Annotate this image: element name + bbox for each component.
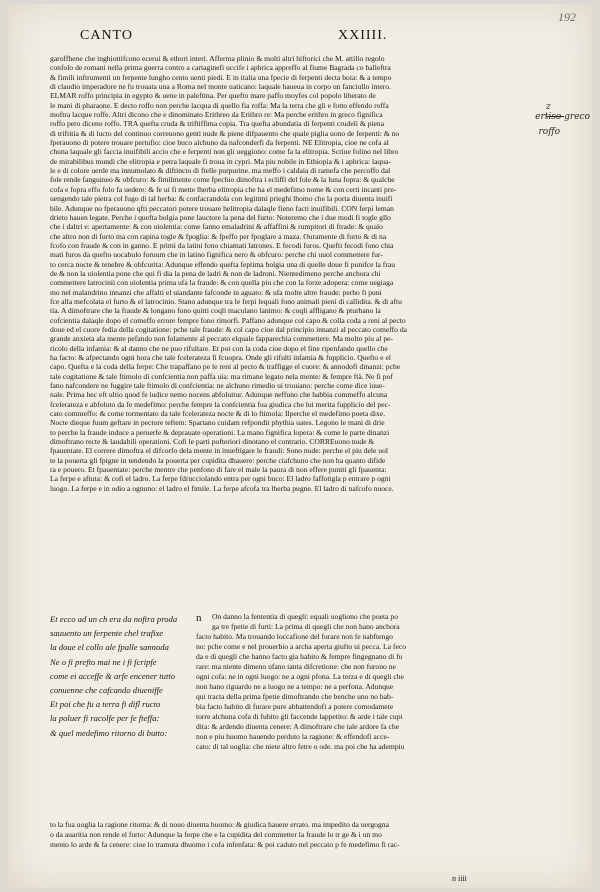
commentary-line: moftra lacque roffe. Altri dicono che e dinominato Erithreo da Erithro re: Ma perche erithro in greco fignifica	[50, 110, 383, 120]
gloss-initial: n	[196, 612, 202, 624]
commentary-line: tia. A dimoftrare che la fraude & longano fono quitti coqli maculano lanimo: & coqli affligano & pturbano la	[50, 306, 381, 316]
gloss-line: non hano riguardo ne a luogo ne a tempo: ne a perfona. Adunque	[196, 682, 394, 691]
commentary-line: fperauono di potere trouare pertufio: cioe buco alchuno da nafconderfi da ferpenti. NE Elitropia, cioe ne cofa al	[50, 138, 389, 148]
commentary-line: capo. Quefta e la coda della ferpe: Che trapaffano pe le reni al pecto & traffigge el cuore: & annodofi dinanzi: pche	[50, 362, 401, 372]
folio-number: 192	[558, 10, 576, 24]
gloss-line: cato: di tal uoglia: che niete altro fetre o ode. ma poi che ha adempiu	[196, 742, 405, 751]
commentary-line: che i daltri e: apertamente: & con uiolentia: come fanno emaladrini & affaffini & rumpitori di ftrade: & qualo	[50, 222, 383, 232]
gloss-line: da e di quegli che hanno facto gia habito & fempre fingegnano di fu	[196, 652, 403, 661]
running-head-left: CANTO	[80, 28, 133, 43]
commentary-line: che altro non di furto ma con rapina togle & fpoglia: & fpeffo per fpoglare a maza. Ouramente di furto & di na	[50, 231, 387, 241]
gloss-line: torre alchuna cofa di fubito gli faccende lappetito: & arde i tale cupi	[196, 712, 403, 721]
commentary-line: cofa e fopra effo folo fa uedere: & fe ui fi mette lherba elitropia che ha el medefimo nome & con certi incanti pre-	[50, 184, 397, 194]
commentary-line: ricolo della infamia: & al danno che ne puo rifultare. Et poi con la coda cioe dopo el fine ripenfando quello che	[50, 343, 388, 353]
commentary-line: di triftitia & di lucto del continuo correuono genti nude & piene difpauento che quale piglia uono de ferpenti: & no	[50, 128, 400, 138]
gloss-line: facto habito. Ma trouando loccafione del furare non fe nabftengo	[196, 632, 393, 641]
commentary-line: luogo. La ferpe e in odio a ognuno: el ladro el fimile. La ferpe afcofa tra lherba pugne. El ladro di nafcofo nuoce.	[50, 483, 394, 493]
commentary-line: le e di colore uerde ma innumolato & diftincto di ftelle purpurine. ma meffo i caldaia di ramefa che percoffo dal	[50, 166, 391, 176]
commentary-line: mati furos da quefto uocabulo foruum che in latino fignifica nero & obfcuro: perche chi uuol commettere fur-	[50, 250, 383, 260]
gloss-line: dita: & ardendo diuenta cenere: A dimoftrare che tale ardore fa che	[196, 722, 400, 731]
commentary-line: nale. Prima hec eft ultio quod fe iudice nemo nocens abfoluitur. Adunque neffuno che habbia commeffo alcuna	[50, 390, 388, 400]
bottom-line: mento lo arde & fa cenere: cioe lo tramuta dhuomo i cofa infenfata: & poi caduto nel peccato p fe medefimo fi rac-	[50, 840, 400, 849]
verse-line: conuenne che cafcando diueniffe	[50, 685, 163, 696]
signature-mark: n iiii	[452, 874, 467, 883]
gloss-line: bia facto habito di furare pure abbattendofi a potere comodamete	[196, 702, 394, 711]
commentary-line: La ferpe e aftuta: & cofi el ladro. La ferpe fdrucciolando entra per ogni buco: El ladro faffotigla p entrare p ogni	[50, 474, 391, 484]
commentary-line: bile. Adunque no fperauono qfti peccatori potere trouare helitropia dalaqle fieno facti inuifibili. CON ferpi leman	[50, 203, 394, 213]
running-head-right: XXIIII.	[338, 28, 388, 43]
verse-line: Ne o fi prefto mai ne i fi fcripfe	[50, 656, 157, 667]
commentary-line: doue ed el cuore fedia della cogitatione: pche tale fraude: & col capo cioe dal principio innanzi al peccato comeffo da	[50, 324, 408, 334]
commentary-line: fole rende fanguineo & obfcuro: & fimilmente come fpechio dimoftra i ecliffi del fole & la luna fopra: & qualche	[50, 175, 395, 185]
verse-line: la doue el collo ale fpalle sannoda	[50, 642, 169, 653]
commentary-line: de mirabilibus mundi che elitropia e petra laquale fi troua in cypri. Ma piu nobile in Ethiopia & i aphrica: laqua-	[50, 156, 391, 166]
commentary-line: confolo de romani nella prima guerra contro a cartaginefi uccife i aphrica appreffo al fiume Bagrada co balleftra	[50, 63, 391, 73]
bottom-line: o da auaritia non rende el furto: Adunque la ferpe che e la cupidita del commetter la fraude lo tr ge & i un mo	[50, 830, 382, 839]
commentary-line: dimoftrano recte & laudabili operationi. Cofi le parti pofteriori dinotano el contrario. CORREuono nude &	[50, 437, 375, 447]
commentary-line: chuna laquale gli faccia inuifibili accio che e ferpenti non gli ueggiono: come fa la elitropia. Scriue folino nel libro	[50, 147, 399, 157]
commentary-line: fpauentate. El correre dimoftra el difcorfo dela mente in inueftigare le fraudi: Sono nude: perche el piu dele uol	[50, 446, 388, 456]
verse-line: la poluer fi racolfe per fe fteffa:	[50, 713, 160, 724]
commentary-line: ELMAR roffo principia in egypto & uene in paleftina. Per quefto mare paffo moyfes col popolo liberato de	[50, 91, 376, 101]
commentary-line: garoffhene che inghiottifcono ecerui & ethori interi. Afferma plinio & molti altri hiftorici che M. attilio regolo	[50, 54, 385, 63]
commentary-line: fce alla mefcolata el furto & el latrocinio. Stano adunque tra le ferpi lequali fono animali pieni di callidita. & di aftu	[50, 296, 402, 306]
commentary-line: le mani di pharaone. E decto roffo non perche lacqua di quello fia roffa: Ma la terra che gli e fotto effendo roffa	[50, 100, 389, 110]
bottom-line: to la fua uoglia la ragione ritorna: & di nouo diuenta huomo: & giudica hauere errato. ma impedito da uergogna	[50, 820, 389, 829]
verse-line: & quel medefimo ritorno di butto:	[50, 727, 168, 738]
commentary-line: commettere latrocinii con uiolentia prima ufa la fraude: & con quella piu che con la forze adopera: come uegiaga	[50, 278, 394, 288]
gloss-line: ga tre fpetie di furti: La prima di quegli che non hano anchora	[212, 622, 400, 631]
gloss-line: no: pche come e nel prouerbio a archa aperta giufto ui pecca. La feco	[196, 642, 406, 651]
commentary-line: fcelerateza e abfoluto da fe medefimo: perche fempre la confcientia fua giudica che lui merita fupplicio del pec-	[50, 399, 391, 409]
commentary-line: di claudio imperadore ne fu trouata una a Roma nel monte uaticano: laquale haueua in corpo un fanciullo intero.	[50, 82, 391, 92]
commentary-line: mo nel malandrino innanzi che affalti el uiandante fafconde in aguato: & ufa molte altre fraude: perho fi puni	[50, 287, 382, 297]
commentary-line: ra e pouero. Et fpauentate: perche mentre che penfono di fare el male la paura di non effere puniti gli fpauenta:	[50, 465, 387, 475]
bottom-text	[50, 820, 508, 850]
verse-line: Et ecco ad un ch era da noftra proda	[50, 614, 178, 624]
commentary-line: grande anxieta ala mente pefando non folamente al peccato elquale fapparechia commettere. Ma molto piu al pe-	[50, 334, 394, 344]
verse-line: sauuento un ferpente chel trafixe	[50, 628, 164, 639]
commentary-line: Nocte dieque fuum geftare in pectore teftem: Spartano cuidam refpondit phythia uates. Legono le mani di drie	[50, 418, 385, 428]
commentary-line: & fimili inftrumenti un ferpente lungho cento uenti piedi. E in italia una fpecie di ferpenti decta boia: & a tempo	[50, 72, 392, 82]
gloss-line: ogni cofa: ne in ogni luogo: ne a ogni pfona. La terza e di quegli che	[196, 672, 404, 681]
margin-note: z	[546, 102, 564, 117]
commentary-line: fano nafcondere ne fuggire tale ftimolo di confcientia: ne alchuno rimedio ui trouiano: perche come dice iuue-	[50, 381, 385, 391]
commentary-line: tale cogitatione & tale ftimolo di confcientia non paffa uia: ma rimane legato nela mente: & fempre ftà. Ne fi pof	[50, 371, 393, 381]
gloss-line: On danno la fententia di quegli: equali uogliono che poeta po	[212, 612, 398, 621]
verse-line: come ei acceffe & arfe encener tutto	[50, 670, 176, 681]
commentary-line: de & non la uiolentia pone che qui fi dia la pena de ladri & non de ladroni. Nientedimeno perche anchora chi	[50, 268, 381, 278]
commentary-line: cofcientia dalaqle dopo el comeffo errore fempre fono rimorfi. Paffano adunque col capo & colla coda a reni al pecto	[50, 315, 406, 325]
gloss-block	[196, 612, 508, 752]
commentary-block	[50, 54, 508, 493]
commentary-line: ha facto: & afpectando ogni hora che tale fcelerateza fi fcuopra. Onde gli rifulti infamia & fupplicio. Quefto e el	[50, 353, 391, 362]
commentary-line: te la pouerta gli fpigne in tendendo la pouerta per cupidita dhauere: perche ciafchuno che non ha quanto difide	[50, 455, 386, 465]
commentary-line: cato commeffo: & come tormentato da tale fcelerateza nocte & di lo ftimola: Ilperche el medefimo poeta dixe.	[50, 409, 386, 419]
gloss-line: rare: ma niente dimeno ufano tanta difcretione: che non furono ne	[196, 662, 396, 671]
gloss-line: non e piu huomo hauendo perduto la ragione: & effendofi acce-	[196, 732, 390, 741]
commentary-line: roffo pero diceno roffo. TRA quefta cruda & triftiffima copia. Tra quefta abundatia di ferpenti crudeli & piena	[50, 119, 385, 129]
verse-line: Et poi che fu a terra fi difl ructo	[50, 699, 161, 710]
commentary-line: uengendo tale pietra col fugo di tal herba: & confacrandola con legitimi prieghi lhomo che la porta diuenta inuifi	[50, 194, 393, 204]
commentary-line: drieto hauen legate. Perche i quefta bolgia pone lauctore la pena del furto: Noteremo che i due modi fi togle gllo	[50, 212, 391, 222]
verse-block	[50, 612, 192, 740]
gloss-line: qui tracta della prima fpetie dimoftrando che benche uno no hab-	[196, 692, 394, 701]
margin-note: roffo	[538, 127, 560, 137]
commentary-line: fcofo con fraude & con in ganno. E primi da latini fono chiamati latrones. E fecodi furos. Quefti fecodi fono chia	[50, 240, 394, 250]
margin-note: ertiso greco	[535, 112, 590, 122]
commentary-line: to cerca nocte & tenebre & obfcurita: Adunque effendo quefta feptima bolgia una di quelle doue fi punifce la frau	[50, 259, 396, 269]
commentary-line: to perche la fraude induce a peruerfe & deprauate operationi. La mano fignifica lopera: & come le parte dinanzi	[50, 427, 390, 437]
